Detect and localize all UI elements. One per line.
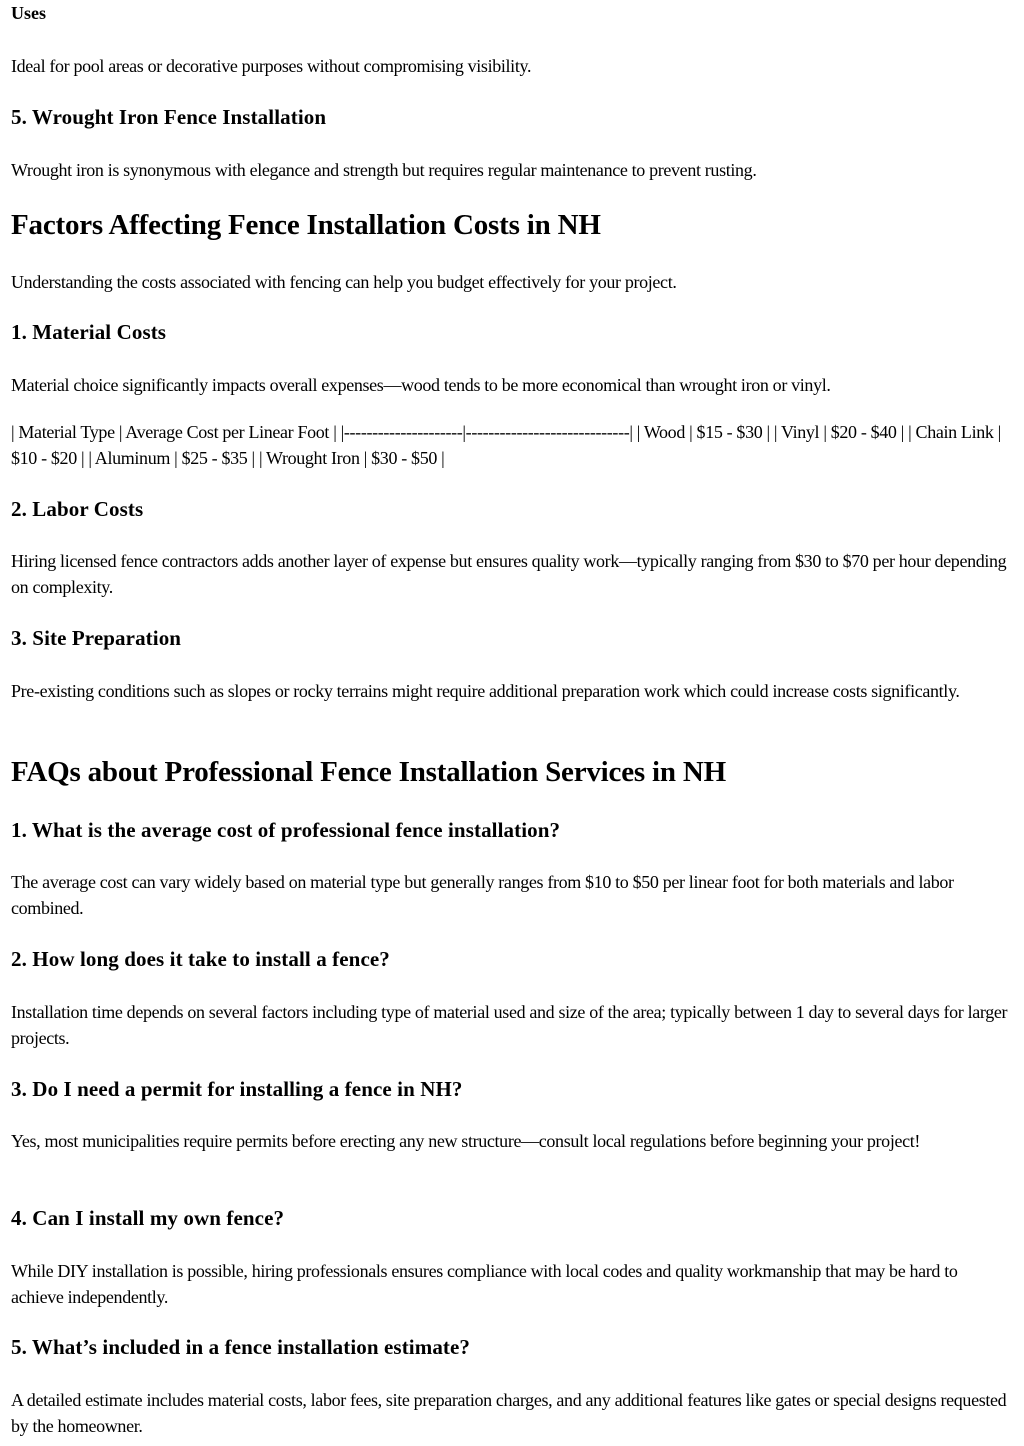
material-cost-table-text: | Material Type | Average Cost per Linear Foot | |---------------------|-----------------------------| | Wood | $15 - $30 | | Vinyl | $20 - $40 | | Chain Link | $10 - $20 | | Aluminum | $25 - $35 | | Wrought Iron | $30 - $50 | bbox=[11, 422, 1001, 468]
labor-costs-heading: 2. Labor Costs bbox=[11, 497, 144, 521]
faq-answer-2: Installation time depends on several factors including type of material used and size of the area; typically between 1 day to several days for larger projects. bbox=[11, 1002, 1008, 1048]
material-costs-text: Material choice significantly impacts overall expenses—wood tends to be more economical than wrought iron or vinyl. bbox=[11, 375, 831, 395]
uses-heading: Uses bbox=[11, 3, 46, 23]
factors-heading: Factors Affecting Fence Installation Costs in NH bbox=[11, 209, 601, 241]
site-preparation-text: Pre-existing conditions such as slopes or rocky terrains might require additional preparation work which could increase costs significantly. bbox=[11, 681, 960, 701]
faq-answer-1: The average cost can vary widely based on material type but generally ranges from $10 to $50 per linear foot for both materials and labor combined. bbox=[11, 872, 954, 918]
faq-question-2: 2. How long does it take to install a fence? bbox=[11, 947, 390, 971]
material-costs-heading: 1. Material Costs bbox=[11, 320, 167, 344]
uses-text: Ideal for pool areas or decorative purposes without compromising visibility. bbox=[11, 56, 532, 76]
faqs-heading: FAQs about Professional Fence Installation Services in NH bbox=[11, 756, 726, 788]
faq-answer-3: Yes, most municipalities require permits before erecting any new structure—consult local regulations before beginning your project! bbox=[11, 1131, 921, 1151]
faq-question-4: 4. Can I install my own fence? bbox=[11, 1206, 285, 1230]
wrought-iron-text: Wrought iron is synonymous with elegance and strength but requires regular maintenance to prevent rusting. bbox=[11, 160, 757, 180]
labor-costs-text: Hiring licensed fence contractors adds another layer of expense but ensures quality work—typically ranging from $30 to $70 per hour depending on complexity. bbox=[11, 551, 1007, 597]
faq-question-3: 3. Do I need a permit for installing a fence in NH? bbox=[11, 1077, 463, 1101]
faq-question-5: 5. What’s included in a fence installation estimate? bbox=[11, 1335, 471, 1359]
faq-answer-4: While DIY installation is possible, hiring professionals ensures compliance with local codes and quality workmanship that may be hard to achieve independently. bbox=[11, 1261, 958, 1307]
faq-question-1: 1. What is the average cost of professional fence installation? bbox=[11, 818, 561, 842]
faq-answer-5: A detailed estimate includes material costs, labor fees, site preparation charges, and any additional features like gates or special designs requested by the homeowner. bbox=[11, 1390, 1007, 1436]
site-preparation-heading: 3. Site Preparation bbox=[11, 626, 182, 650]
factors-intro: Understanding the costs associated with fencing can help you budget effectively for your project. bbox=[11, 272, 677, 292]
wrought-iron-heading: 5. Wrought Iron Fence Installation bbox=[11, 105, 327, 129]
